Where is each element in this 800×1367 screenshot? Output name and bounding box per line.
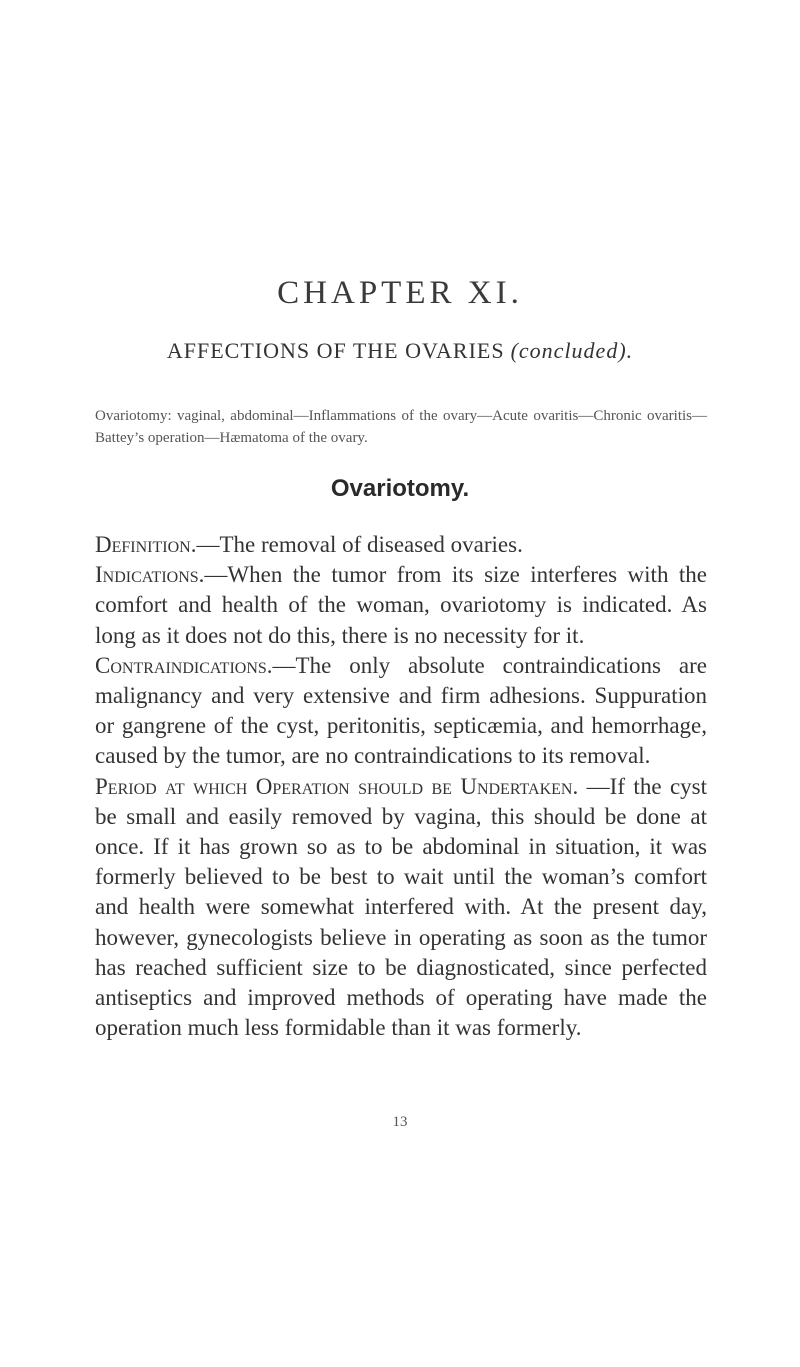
section-title: Ovariotomy.: [330, 475, 470, 502]
paragraph-label: Indications.: [95, 562, 205, 588]
paragraph-label: Contraindications.: [95, 652, 273, 678]
chapter-subtitle-main: AFFECTIONS OF THE OVARIES: [166, 338, 505, 363]
paragraph-text: —If the cyst be small and easily removed by vagina, this should be done at once. If it has grown so as to be abdominal in situation, it was formerly believed to be best to wait until the woman’s comfort and health were somewhat interfered with. At the present day, however, gynecologists believe in operating as soon as the tumor has reached sufficient size to be diagnosticated, since perfected antiseptics and improved methods of operating have made the operation much less formidable than it was formerly.: [95, 773, 708, 1041]
page-number: 13: [392, 1114, 408, 1130]
chapter-contents-summary: Ovariotomy: vaginal, abdominal—Inflammations of the ovary—Acute ovaritis—Chronic ovaritis—Battey’s operation—Hæmatoma of the ovary.: [95, 408, 707, 446]
paragraph-text: —The removal of diseased ovaries.: [196, 532, 523, 557]
body-text: [95, 530, 707, 1043]
paragraph-period: [95, 772, 707, 1044]
paragraph-indications: [95, 560, 707, 651]
chapter-subtitle: [0, 338, 800, 364]
paragraph-label: Definition.: [95, 532, 197, 557]
paragraph-text: —When the tumor from its size interferes with the comfort and health of the woman, ovariotomy is indicated. As long as it does not do this, there is no necessity for it.: [95, 562, 707, 648]
chapter-subtitle-note: (concluded).: [510, 338, 634, 363]
paragraph-text: —The only absolute contraindications are malignancy and very extensive and firm adhesions. Suppuration or gangrene of the cyst, peritonitis, septicæmia, and hemorrhage, caused by the tumor, are no contraindications to its removal.: [95, 652, 707, 769]
paragraph-contraindications: [95, 651, 707, 772]
paragraph-label: Period at which Operation should be Undertaken.: [95, 773, 579, 799]
paragraph-definition: [95, 530, 707, 560]
chapter-heading: CHAPTER XI.: [277, 275, 523, 311]
